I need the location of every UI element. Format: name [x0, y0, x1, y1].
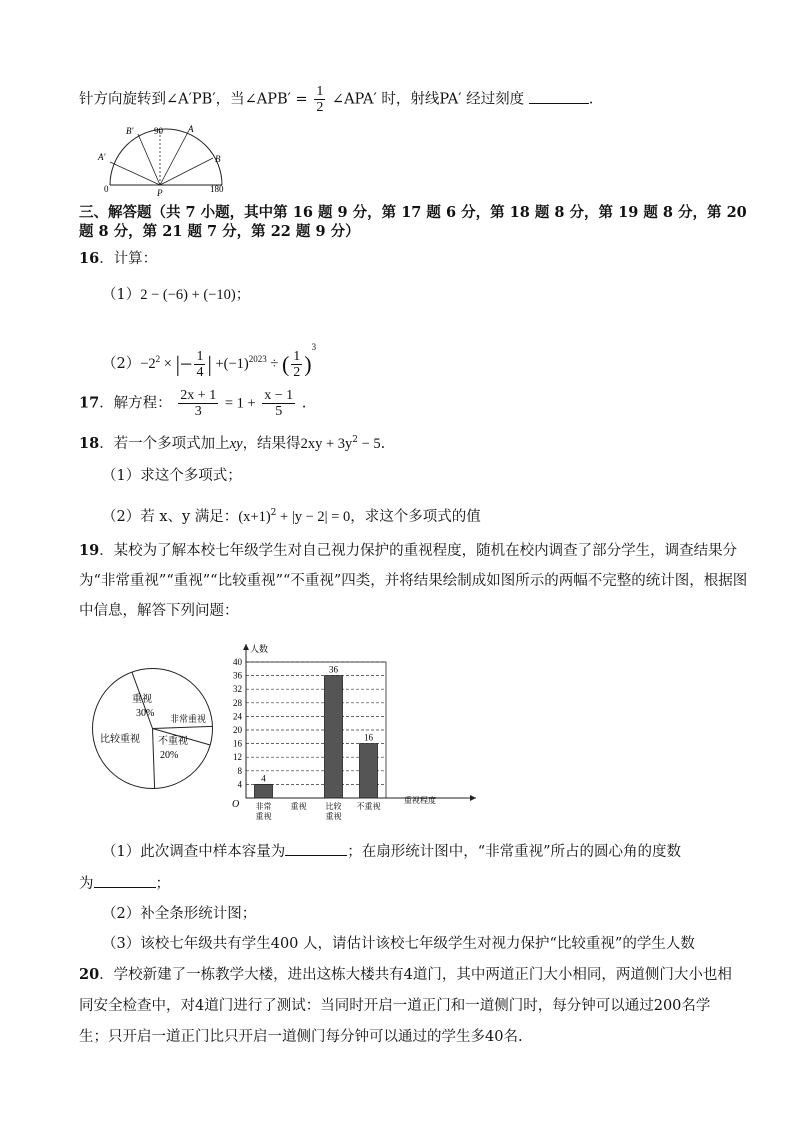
data-label: 4 [261, 773, 266, 784]
y-tick-label: 36 [233, 670, 242, 681]
q18-result-exp: 2 [352, 435, 358, 445]
y-tick-label: 28 [233, 697, 242, 708]
q19-number: 19 [79, 542, 100, 559]
q16-stem-text: ．计算： [99, 251, 158, 267]
label-180: 180 [210, 184, 224, 194]
protractor-figure [96, 120, 236, 198]
q15-end: . [588, 91, 594, 108]
q18-part2-expr2: + |y − 2| = 0 [276, 508, 351, 525]
y-tick-label: 20 [233, 725, 242, 735]
q16-part2-c: +(−1) [215, 356, 249, 372]
q17-end: . [301, 395, 307, 412]
q18-stem-text2: ，结果得 [242, 435, 301, 452]
q18-var: xy [229, 435, 243, 452]
y-axis-arrow [243, 644, 249, 650]
label-b: B [215, 154, 221, 164]
q16-part2-frac: $\frac{1}{4}$ [196, 349, 204, 381]
q15-fraction: $\frac{1}{2}$ [316, 84, 324, 115]
x-tick-label: 非常 [255, 802, 272, 811]
q18-result: 2xy + 3y [300, 435, 353, 452]
q17-stem: ．解方程： [99, 395, 172, 412]
q16-part2-frac2: $\frac{1}{2}$ [293, 349, 301, 381]
y-tick-label: 40 [233, 657, 242, 667]
q17-line [79, 388, 306, 419]
q16-part1-label: （1） [102, 287, 141, 303]
q19-line2: 为“非常重视”“重视”“比较重视”“不重视”四类，并将结果绘制成如图所示的两幅不完整的统计图，根据图 [79, 573, 748, 589]
q19-sub1-c: 为 [79, 876, 94, 892]
q19-sub1-b: ；在扇形统计图中，“非常重视”所占的圆心角的度数 [347, 844, 682, 860]
x-tick-label: 比较 [325, 802, 342, 811]
x-tick-label: 重视 [255, 812, 272, 821]
y-tick-label: 24 [233, 711, 242, 722]
q18-part2-a: （2）若 x、y 满足： [102, 508, 239, 525]
q18-part2-expr: (x+1) [238, 508, 271, 525]
pie-label-buzhongshi: 不重视 [158, 736, 188, 747]
q16-part2-exp-c: 2023 [248, 354, 267, 365]
q16-part2-a: −2 [140, 356, 156, 372]
q15-answer-blank[interactable] [529, 89, 589, 104]
q16-part1-end: ； [235, 287, 251, 303]
y-tick-label: 16 [233, 738, 242, 749]
q18-result-end: − 5 [357, 435, 381, 452]
pie-label-bijiao: 比较重视 [100, 734, 140, 745]
q16-stem [79, 248, 157, 270]
q16-part1 [102, 284, 250, 306]
q20-line2: 同安全检查中，对4道门进行了测试：当同时开启一道正门和一道侧门时，每分钟可以通过200名学 [79, 998, 711, 1014]
x-axis-label: 重视程度 [404, 796, 436, 805]
q16-part2-times: × [163, 356, 172, 372]
bar [325, 676, 343, 798]
q20-line1-text: ．学校新建了一栋教学大楼，进出这栋大楼共有4道门，其中两道正门大小相同，两道侧门大小也相 [99, 967, 732, 983]
bar [255, 784, 273, 798]
q17-rhs: $\frac{x - 1}{5}$ [264, 388, 294, 419]
q15-text-b: ∠APA′ 时，射线PA′ 经过刻度 [331, 91, 525, 108]
data-label: 36 [329, 664, 338, 675]
q15-text-a: 针方向旋转到∠A′PB′，当∠APB′ = [79, 91, 308, 108]
bar-chart [226, 640, 486, 830]
pie-value-zhongshi: 30% [136, 708, 155, 719]
q16-part2: $(2)-2^2$ × |− $\frac{1}{4}$ | $+(-1)^{2023}$ ÷ ( $\frac{1}{2}$ )$^3$ [102, 342, 317, 381]
label-90: 90 [154, 126, 163, 136]
label-b-prime: B′ [126, 126, 134, 136]
label-0: 0 [104, 184, 109, 194]
q19-line3: 中信息，解答下列问题： [79, 603, 239, 619]
origin-label: O [232, 799, 240, 810]
x-axis-arrow [470, 795, 476, 801]
pie-value-buzhongshi: 20% [160, 750, 179, 761]
q19-sub1-d: ； [155, 876, 170, 892]
q18-stem-text: ．若一个多项式加上 [99, 435, 230, 452]
q20-line1 [79, 964, 732, 986]
q18-number: 18 [79, 434, 100, 452]
q16-part2-exp-d: 3 [311, 342, 317, 352]
label-a: A [188, 124, 194, 134]
q19-sub1-a: （1）此次调查中样本容量为 [102, 844, 286, 860]
q18-part1: （1）求这个多项式； [102, 468, 242, 484]
pie-chart [90, 666, 215, 791]
x-tick-label: 重视 [325, 812, 342, 821]
q18-end: . [380, 435, 386, 452]
q18-part2-exp: 2 [270, 508, 277, 518]
q19-sub1 [102, 841, 681, 863]
y-tick-label: 4 [237, 779, 242, 790]
bar [360, 744, 378, 798]
y-tick-label: 32 [233, 684, 242, 695]
q20-line3: 生；只开启一道正门比只开启一道侧门每分钟可以通过的学生多40名. [79, 1029, 523, 1045]
pie-label-zhongshi: 重视 [132, 694, 152, 705]
q19-sub3: （3）该校七年级共有学生400 人，请估计该校七年级学生对视力保护“比较重视”的学生人数 [102, 936, 695, 952]
pie-label-feichang: 非常重视 [170, 714, 207, 724]
q16-number: 16 [79, 250, 100, 267]
q19-sub1-blank2[interactable] [94, 873, 156, 888]
q16-part2-label: （2） [102, 356, 141, 372]
q15-tail-line [79, 84, 593, 115]
x-tick-label: 重视 [290, 802, 307, 811]
data-label: 16 [364, 732, 373, 743]
q16-part2-exp-a: 2 [155, 354, 161, 365]
q17-lhs: $\frac{2x + 1}{3}$ [180, 388, 217, 419]
q19-line1-text: ．某校为了解本校七年级学生对自己视力保护的重视程度，随机在校内调查了部分学生，调查结果分 [99, 543, 738, 559]
y-axis-label: 人数 [250, 644, 269, 654]
label-a-prime: A′ [98, 152, 106, 162]
q18-stem [79, 429, 385, 455]
q19-sub1-cont [79, 873, 170, 895]
q17-number: 17 [79, 394, 100, 412]
q18-part2 [102, 502, 481, 528]
q18-part2-b: ，求这个多项式的值 [350, 508, 481, 525]
section3-heading-line1: 三、解答题（共 7 小题，其中第 16 题 9 分，第 17 题 6 分，第 18 题 8 分，第 19 题 8 分，第 20 [79, 204, 747, 221]
x-tick-label: 不重视 [356, 802, 381, 811]
y-tick-label: 12 [233, 752, 242, 763]
y-tick-label: 8 [237, 765, 242, 776]
label-p: P [157, 188, 163, 198]
q16-part2-div: ÷ [270, 356, 279, 372]
q19-sub2: （2）补全条形统计图； [102, 906, 257, 922]
q16-part1-expr: 2 − (−6) + (−10) [140, 287, 236, 303]
q17-mid: = 1 + [224, 395, 256, 412]
q19-line1 [79, 540, 737, 562]
q19-sub1-blank1[interactable] [285, 841, 347, 856]
section3-heading-line2: 题 8 分，第 21 题 7 分，第 22 题 9 分） [79, 223, 360, 240]
q20-number: 20 [79, 966, 100, 983]
